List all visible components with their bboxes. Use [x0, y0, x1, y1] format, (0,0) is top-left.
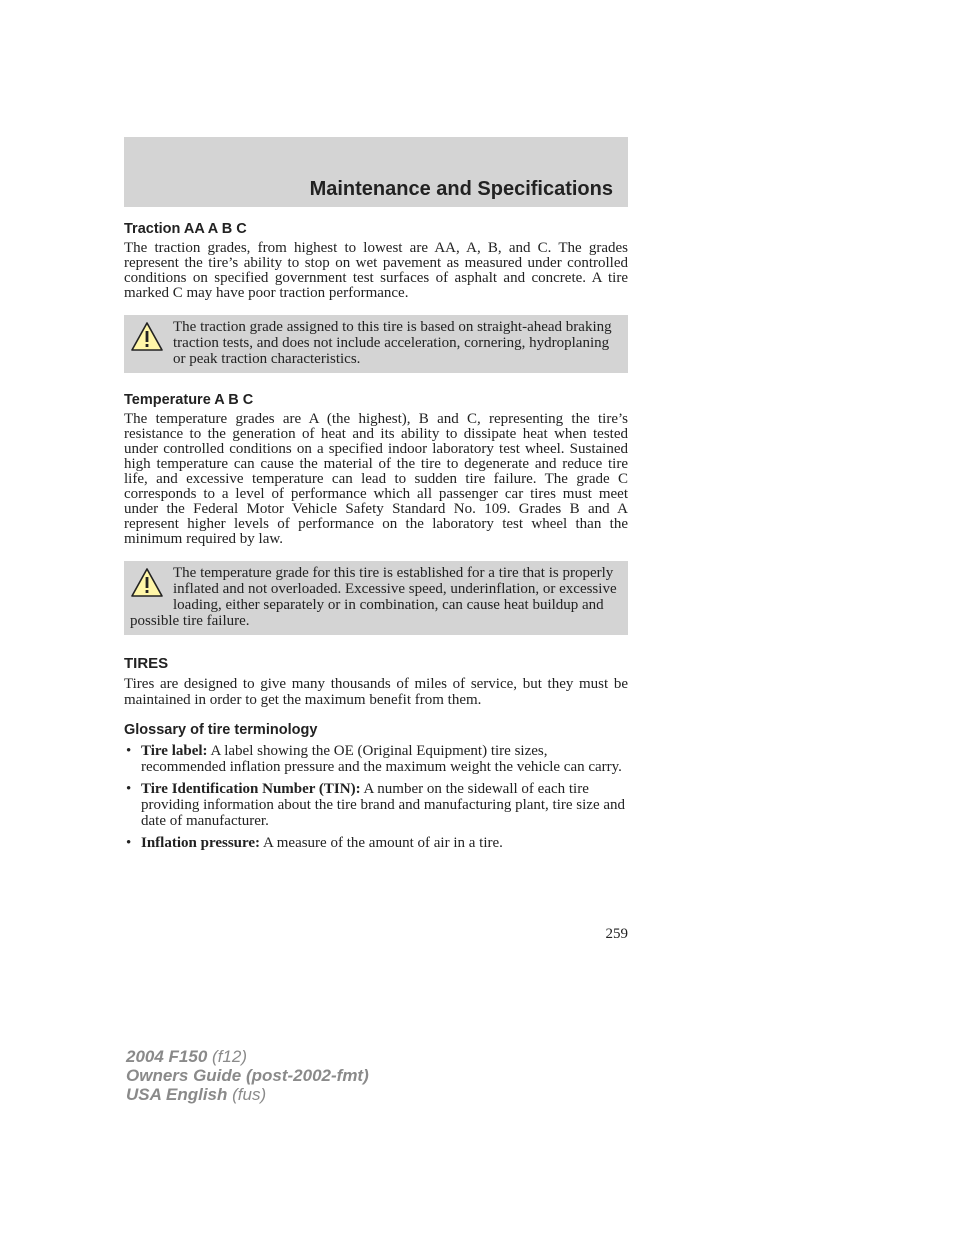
footer-language-code: (fus)	[232, 1085, 267, 1104]
glossary-definition: A label showing the OE (Original Equipment) tire sizes, recommended inflation pressure and the maximum weight the vehicle can carry.	[141, 743, 622, 775]
traction-warning-box	[124, 315, 628, 373]
glossary-term: Inflation pressure:	[141, 835, 261, 851]
glossary-list	[124, 743, 628, 851]
footer-model-code: (f12)	[212, 1047, 247, 1066]
temperature-warning-box	[124, 561, 628, 635]
temperature-body: The temperature grades are A (the highest), B and C, representing the tire’s resistance to the generation of heat and its ability to dissipate heat when tested under controlled conditions on a specified indoor laboratory test wheel. Sustained high temperature can cause the material of the tire to degenerate and reduce tire life, and excessive temperature can lead to sudden tire failure. The grade C corresponds to a level of performance which all passenger car tires must meet under the Federal Motor Vehicle Safety Standard No. 109. Grades B and A represent higher levels of performance on the laboratory test wheel than the minimum required by law.	[124, 411, 628, 547]
footer-line-model	[126, 1047, 369, 1066]
glossary-definition: A number on the sidewall of each tire providing information about the tire brand and manufacturing plant, tire size and date of manufacturer.	[141, 781, 626, 829]
bullet: •	[126, 835, 132, 851]
document-footer	[126, 1047, 369, 1104]
page-number: 259	[605, 926, 628, 942]
chapter-header-band	[124, 137, 628, 207]
footer-language: USA English	[126, 1085, 228, 1104]
footer-guide: Owners Guide (post-2002-fmt)	[126, 1066, 369, 1085]
temperature-heading: Temperature A B C	[124, 392, 254, 408]
glossary-definition: A measure of the amount of air in a tire.	[262, 835, 503, 851]
footer-line-guide	[126, 1066, 369, 1085]
warning-triangle-icon	[130, 321, 164, 353]
list-item	[124, 835, 628, 851]
glossary-heading: Glossary of tire terminology	[124, 722, 318, 738]
traction-warning-text: The traction grade assigned to this tire is based on straight-ahead braking traction tests, and does not include acceleration, cornering, hydroplaning or peak traction characteristics.	[173, 319, 612, 367]
chapter-title: Maintenance and Specifications	[309, 178, 613, 200]
list-item	[124, 781, 628, 829]
tires-body: Tires are designed to give many thousands of miles of service, but they must be maintained in order to get the maximum benefit from them.	[124, 676, 628, 708]
traction-heading: Traction AA A B C	[124, 221, 247, 237]
temperature-warning-text: The temperature grade for this tire is established for a tire that is properly inflated and not overloaded. Excessive speed, underinflation, or excessive loading, either separately or in combination, can cause heat buildup and possible tire failure.	[130, 565, 617, 629]
page-content	[124, 220, 628, 857]
glossary-term: Tire label:	[141, 743, 208, 759]
bullet: •	[126, 781, 132, 797]
warning-triangle-icon	[130, 567, 164, 599]
footer-model: 2004 F150	[126, 1047, 208, 1066]
footer-line-language	[126, 1085, 369, 1104]
traction-body: The traction grades, from highest to lowest are AA, A, B, and C. The grades represent the tire’s ability to stop on wet pavement as measured under controlled conditions on specified government test surfaces of asphalt and concrete. A tire marked C may have poor traction performance.	[124, 240, 628, 301]
tires-heading: TIRES	[124, 655, 169, 672]
glossary-term: Tire Identification Number (TIN):	[141, 781, 361, 797]
list-item	[124, 743, 628, 775]
bullet: •	[126, 743, 132, 759]
